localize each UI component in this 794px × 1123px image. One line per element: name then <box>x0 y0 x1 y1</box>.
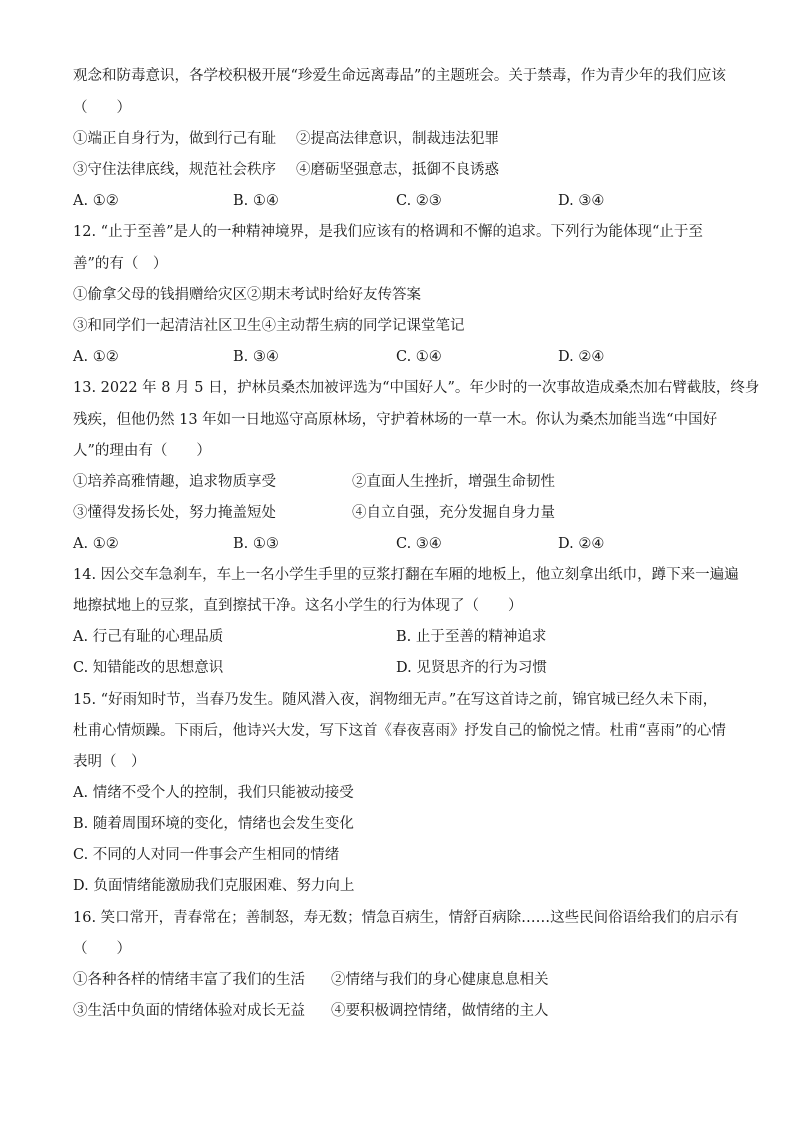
q13-choice-b[interactable]: B. ①③ <box>233 536 279 552</box>
q12-stem-line-1: 12. “止于至善”是人的一种精神境界，是我们应该有的格调和不懈的追求。下列行为能体现“止于至 <box>73 224 703 240</box>
q12-options-line-1: ①偷拿父母的钱捐赠给灾区②期末考试时给好友传答案 <box>73 287 421 303</box>
q13-option-2: ②直面人生挫折，增强生命韧性 <box>352 474 555 490</box>
q16-option-2: ②情绪与我们的身心健康息息相关 <box>331 972 549 988</box>
q16-option-3: ③生活中负面的情绪体验对成长无益 <box>73 1003 305 1019</box>
q13-choice-d[interactable]: D. ②④ <box>558 536 605 552</box>
q14-choice-a[interactable]: A. 行己有耻的心理品质 <box>73 629 224 645</box>
q12-choice-a[interactable]: A. ①② <box>73 349 119 365</box>
q11-choice-a[interactable]: A. ①② <box>73 193 119 209</box>
q13-stem-line-3: 人”的理由有（ ） <box>73 443 211 459</box>
q11-choice-c[interactable]: C. ②③ <box>396 193 442 209</box>
q14-choice-c[interactable]: C. 知错能改的思想意识 <box>73 660 224 676</box>
q15-choice-d[interactable]: D. 负面情绪能激励我们克服困难、努力向上 <box>73 878 355 894</box>
q13-option-4: ④自立自强，充分发掘自身力量 <box>352 505 555 521</box>
q11-stem-line-1: 观念和防毒意识，各学校积极开展“珍爱生命远离毒品”的主题班会。关于禁毒，作为青少年的我们应该 <box>73 68 726 84</box>
q11-option-1: ①端正自身行为，做到行己有耻 <box>73 131 276 147</box>
q12-options-line-2: ③和同学们一起清洁社区卫生④主动帮生病的同学记课堂笔记 <box>73 318 465 334</box>
q11-choice-d[interactable]: D. ③④ <box>558 193 605 209</box>
q13-option-1: ①培养高雅情趣，追求物质享受 <box>73 474 276 490</box>
q15-choice-b[interactable]: B. 随着周围环境的变化，情绪也会发生变化 <box>73 816 354 832</box>
q16-option-1: ①各种各样的情绪丰富了我们的生活 <box>73 972 305 988</box>
q16-stem-line-1: 16. 笑口常开，青春常在；善制怒，寿无数；情急百病生，情舒百病除……这些民间俗语给我们的启示有 <box>73 910 739 926</box>
q12-stem-line-2: 善”的有（ ） <box>73 256 168 272</box>
q13-choice-c[interactable]: C. ③④ <box>396 536 442 552</box>
q12-choice-b[interactable]: B. ③④ <box>233 349 279 365</box>
q14-stem-line-1: 14. 因公交车急刹车，车上一名小学生手里的豆浆打翻在车厢的地板上，他立刻拿出纸巾，蹲下来一遍遍 <box>73 567 739 583</box>
q11-option-4: ④磨砺坚强意志，抵御不良诱惑 <box>296 162 499 178</box>
q11-stem-line-2: （ ） <box>73 100 131 116</box>
q14-choice-d[interactable]: D. 见贤思齐的行为习惯 <box>396 660 547 676</box>
q12-choice-c[interactable]: C. ①④ <box>396 349 442 365</box>
q15-choice-c[interactable]: C. 不同的人对同一件事会产生相同的情绪 <box>73 847 340 863</box>
q15-stem-line-3: 表明（ ） <box>73 754 146 770</box>
q11-choice-b[interactable]: B. ①④ <box>233 193 279 209</box>
q15-choice-a[interactable]: A. 情绪不受个人的控制，我们只能被动接受 <box>73 785 354 801</box>
q15-stem-line-1: 15. “好雨知时节，当春乃发生。随风潜入夜，润物细无声。”在写这首诗之前，锦官城已经久未下雨， <box>73 692 718 708</box>
q14-stem-line-2: 地擦拭地上的豆浆，直到擦拭干净。这名小学生的行为体现了（ ） <box>73 598 523 614</box>
q13-stem-line-1: 13. 2022 年 8 月 5 日，护林员桑杰加被评选为“中国好人”。年少时的一次事故造成桑杰加右臂截肢，终身 <box>73 380 760 396</box>
q11-option-3: ③守住法律底线，规范社会秩序 <box>73 162 276 178</box>
q13-stem-line-2: 残疾，但他仍然 13 年如一日地巡守高原林场，守护着林场的一草一木。你认为桑杰加能当选“中国好 <box>73 412 718 428</box>
q13-choice-a[interactable]: A. ①② <box>73 536 119 552</box>
q13-option-3: ③懂得发扬长处，努力掩盖短处 <box>73 505 276 521</box>
q14-choice-b[interactable]: B. 止于至善的精神追求 <box>396 629 547 645</box>
q12-choice-d[interactable]: D. ②④ <box>558 349 605 365</box>
q15-stem-line-2: 杜甫心情烦躁。下雨后，他诗兴大发，写下这首《春夜喜雨》抒发自己的愉悦之情。杜甫“喜雨”的心情 <box>73 723 726 739</box>
q16-option-4: ④要积极调控情绪，做情绪的主人 <box>331 1003 549 1019</box>
q11-option-2: ②提高法律意识，制裁违法犯罪 <box>296 131 499 147</box>
q16-stem-line-2: （ ） <box>73 941 131 957</box>
